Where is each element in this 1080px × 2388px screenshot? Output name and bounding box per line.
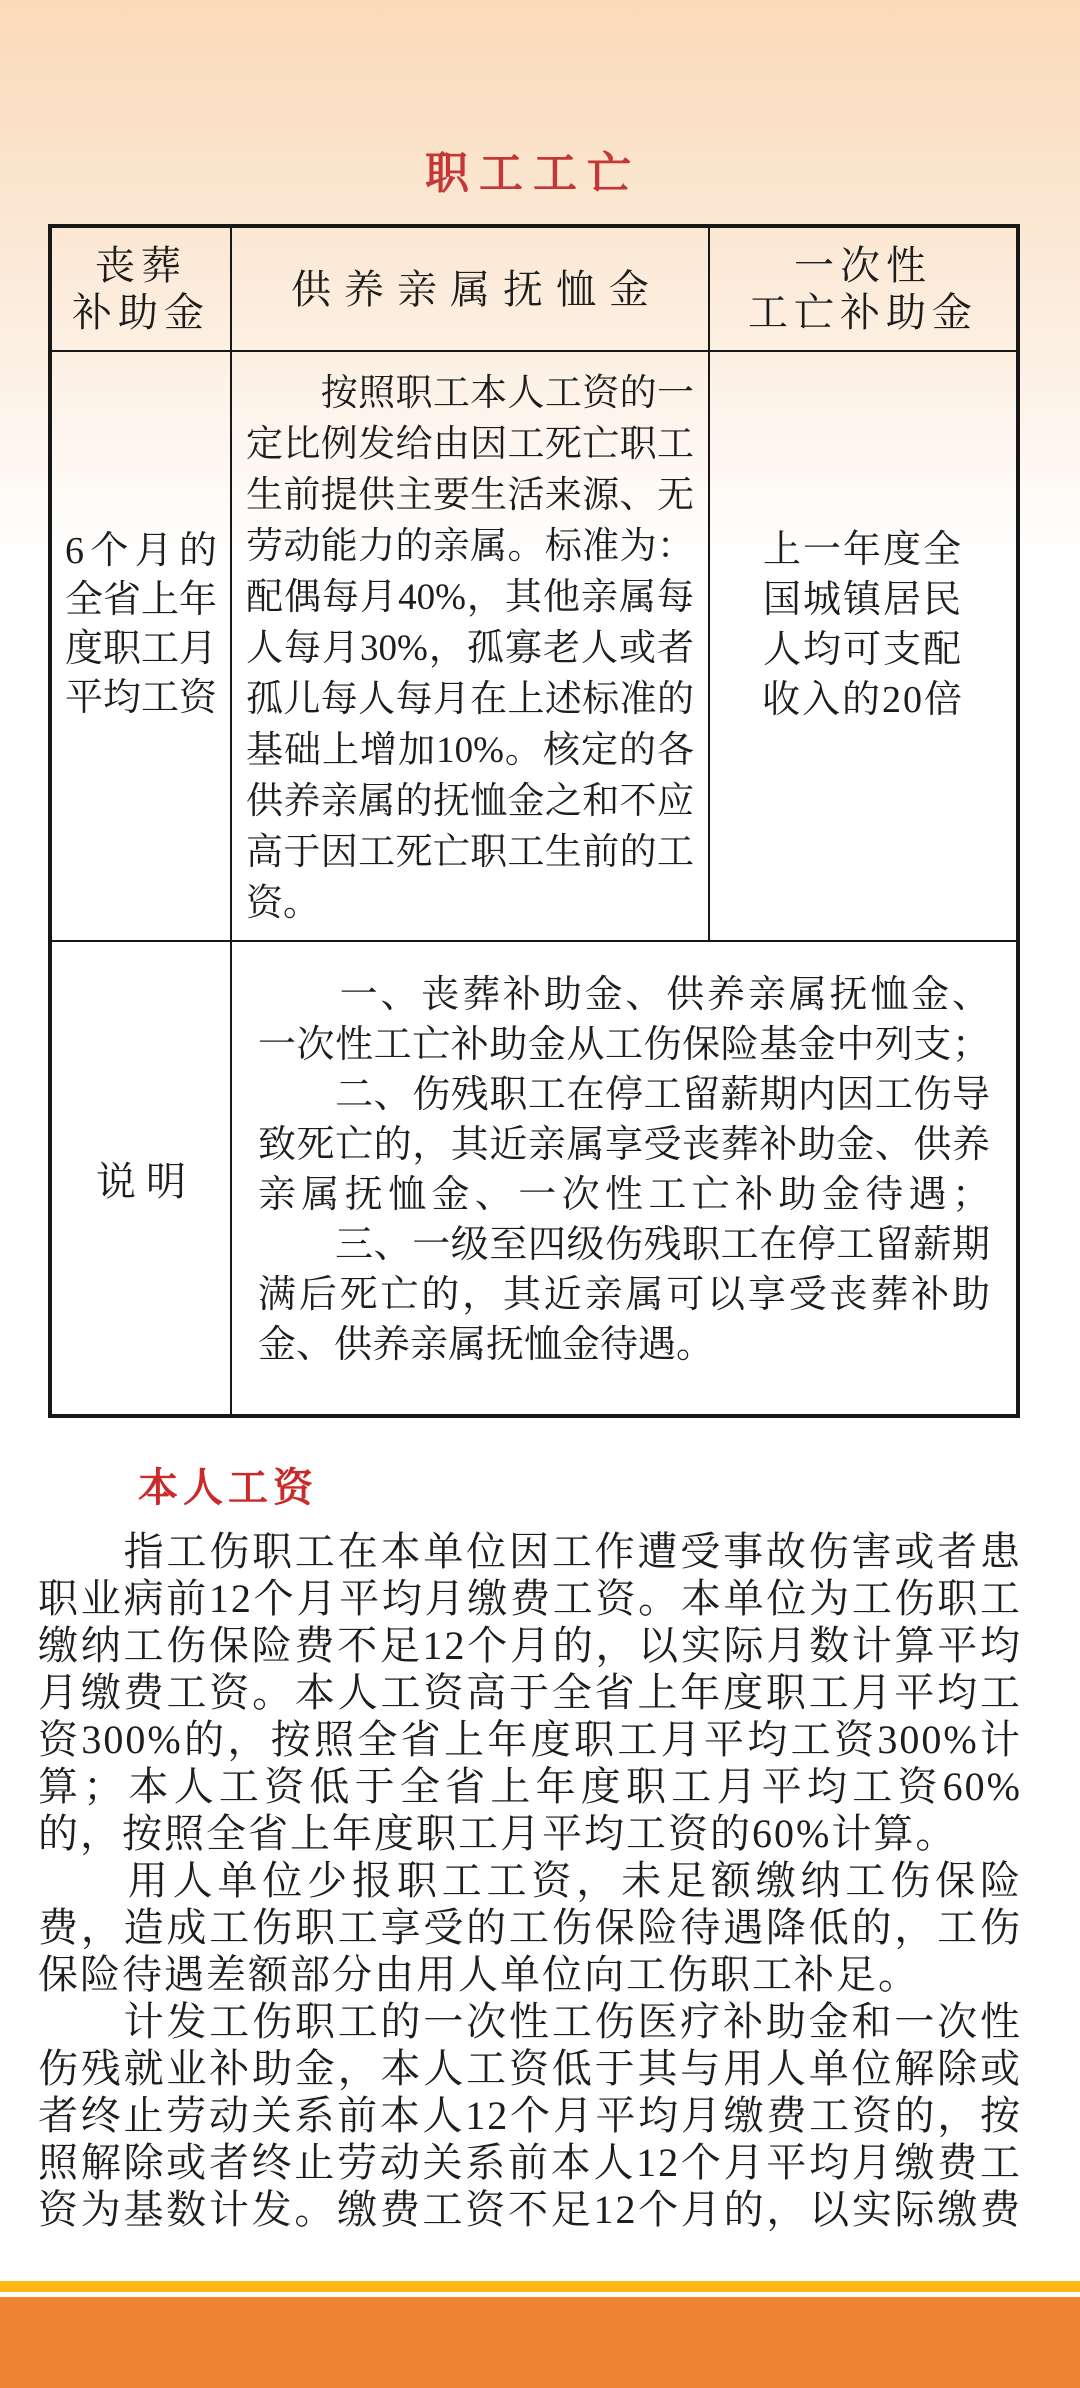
header-funeral-subsidy: 丧葬 补助金 bbox=[52, 228, 232, 352]
page-title: 职工工亡 bbox=[425, 149, 641, 198]
paragraph-definition: 指工伤职工在本单位因工作遭受事故伤害或者患 职业病前12个月平均月缴费工资。本单位为工伤职工 缴纳工伤保险费不足12个月的，以实际月数计算平均 月缴费工资。本人工资高于全省上年度职工月平均工 资300%的，按照全省上年度职工月平均工资300%计 算；本人工资低于全省上年度职工月平均工资60% 的，按照全省上年度职工月平均工资的60%计算。 bbox=[38, 1529, 1022, 1856]
footer-yellow-bar bbox=[0, 2281, 1080, 2292]
cell-funeral-standard: 6个月的 全省上年 度职工月 平均工资 bbox=[52, 352, 232, 942]
personal-wage-section bbox=[38, 1462, 1022, 2233]
cell-death-standard: 上一年度全 国城镇居民 人均可支配 收入的20倍 bbox=[710, 352, 1016, 942]
death-benefits-table bbox=[48, 224, 1020, 1418]
cell-notes-content: 一、丧葬补助金、供养亲属抚恤金、 一次性工亡补助金从工伤保险基金中列支； 二、伤残职工在停工留薪期内因工伤导 致死亡的，其近亲属享受丧葬补助金、供养 亲属抚恤金、一次性工亡补助金待遇； 三、一级至四级伤残职工在停工留薪期 满后死亡的，其近亲属可以享受丧葬补助 金、供养亲属抚恤金待遇。 bbox=[258, 974, 990, 1366]
notes-label-text: 说明 bbox=[96, 1158, 196, 1204]
header-onetime-death-subsidy: 一次性 工亡补助金 bbox=[710, 228, 1016, 352]
cell-pension-standard: 按照职工本人工资的一 定比例发给由因工死亡职工 生前提供主要生活来源、无 劳动能力的亲属。标准为： 配偶每月40%，其他亲属每 人每月30%，孤寡老人或者 孤儿每人每月在上述标准的 基础上增加10%。核定的各 供养亲属的抚恤金之和不应 高于因工死亡职工生前的工 资。 bbox=[232, 352, 710, 942]
footer-orange-bar bbox=[0, 2297, 1080, 2388]
section-heading: 本人工资 bbox=[138, 1465, 318, 1510]
header-dependent-pension bbox=[232, 228, 710, 352]
paragraph-calculation: 计发工伤职工的一次性工伤医疗补助金和一次性 伤残就业补助金，本人工资低于其与用人单位解除或 者终止劳动关系前本人12个月平均月缴费工资的，按 照解除或者终止劳动关系前本人12个月平均月缴费工 资为基数计发。缴费工资不足12个月的，以实际缴费 bbox=[38, 1999, 1022, 2232]
paragraph-underreporting: 用人单位少报职工工资，未足额缴纳工伤保险 费，造成工伤职工享受的工伤保险待遇降低的，工伤 保险待遇差额部分由用人单位向工伤职工补足。 bbox=[38, 1858, 1022, 1997]
header-dependent-pension-label: 供养亲属抚恤金 bbox=[291, 266, 662, 312]
cell-notes-label bbox=[52, 942, 232, 1414]
